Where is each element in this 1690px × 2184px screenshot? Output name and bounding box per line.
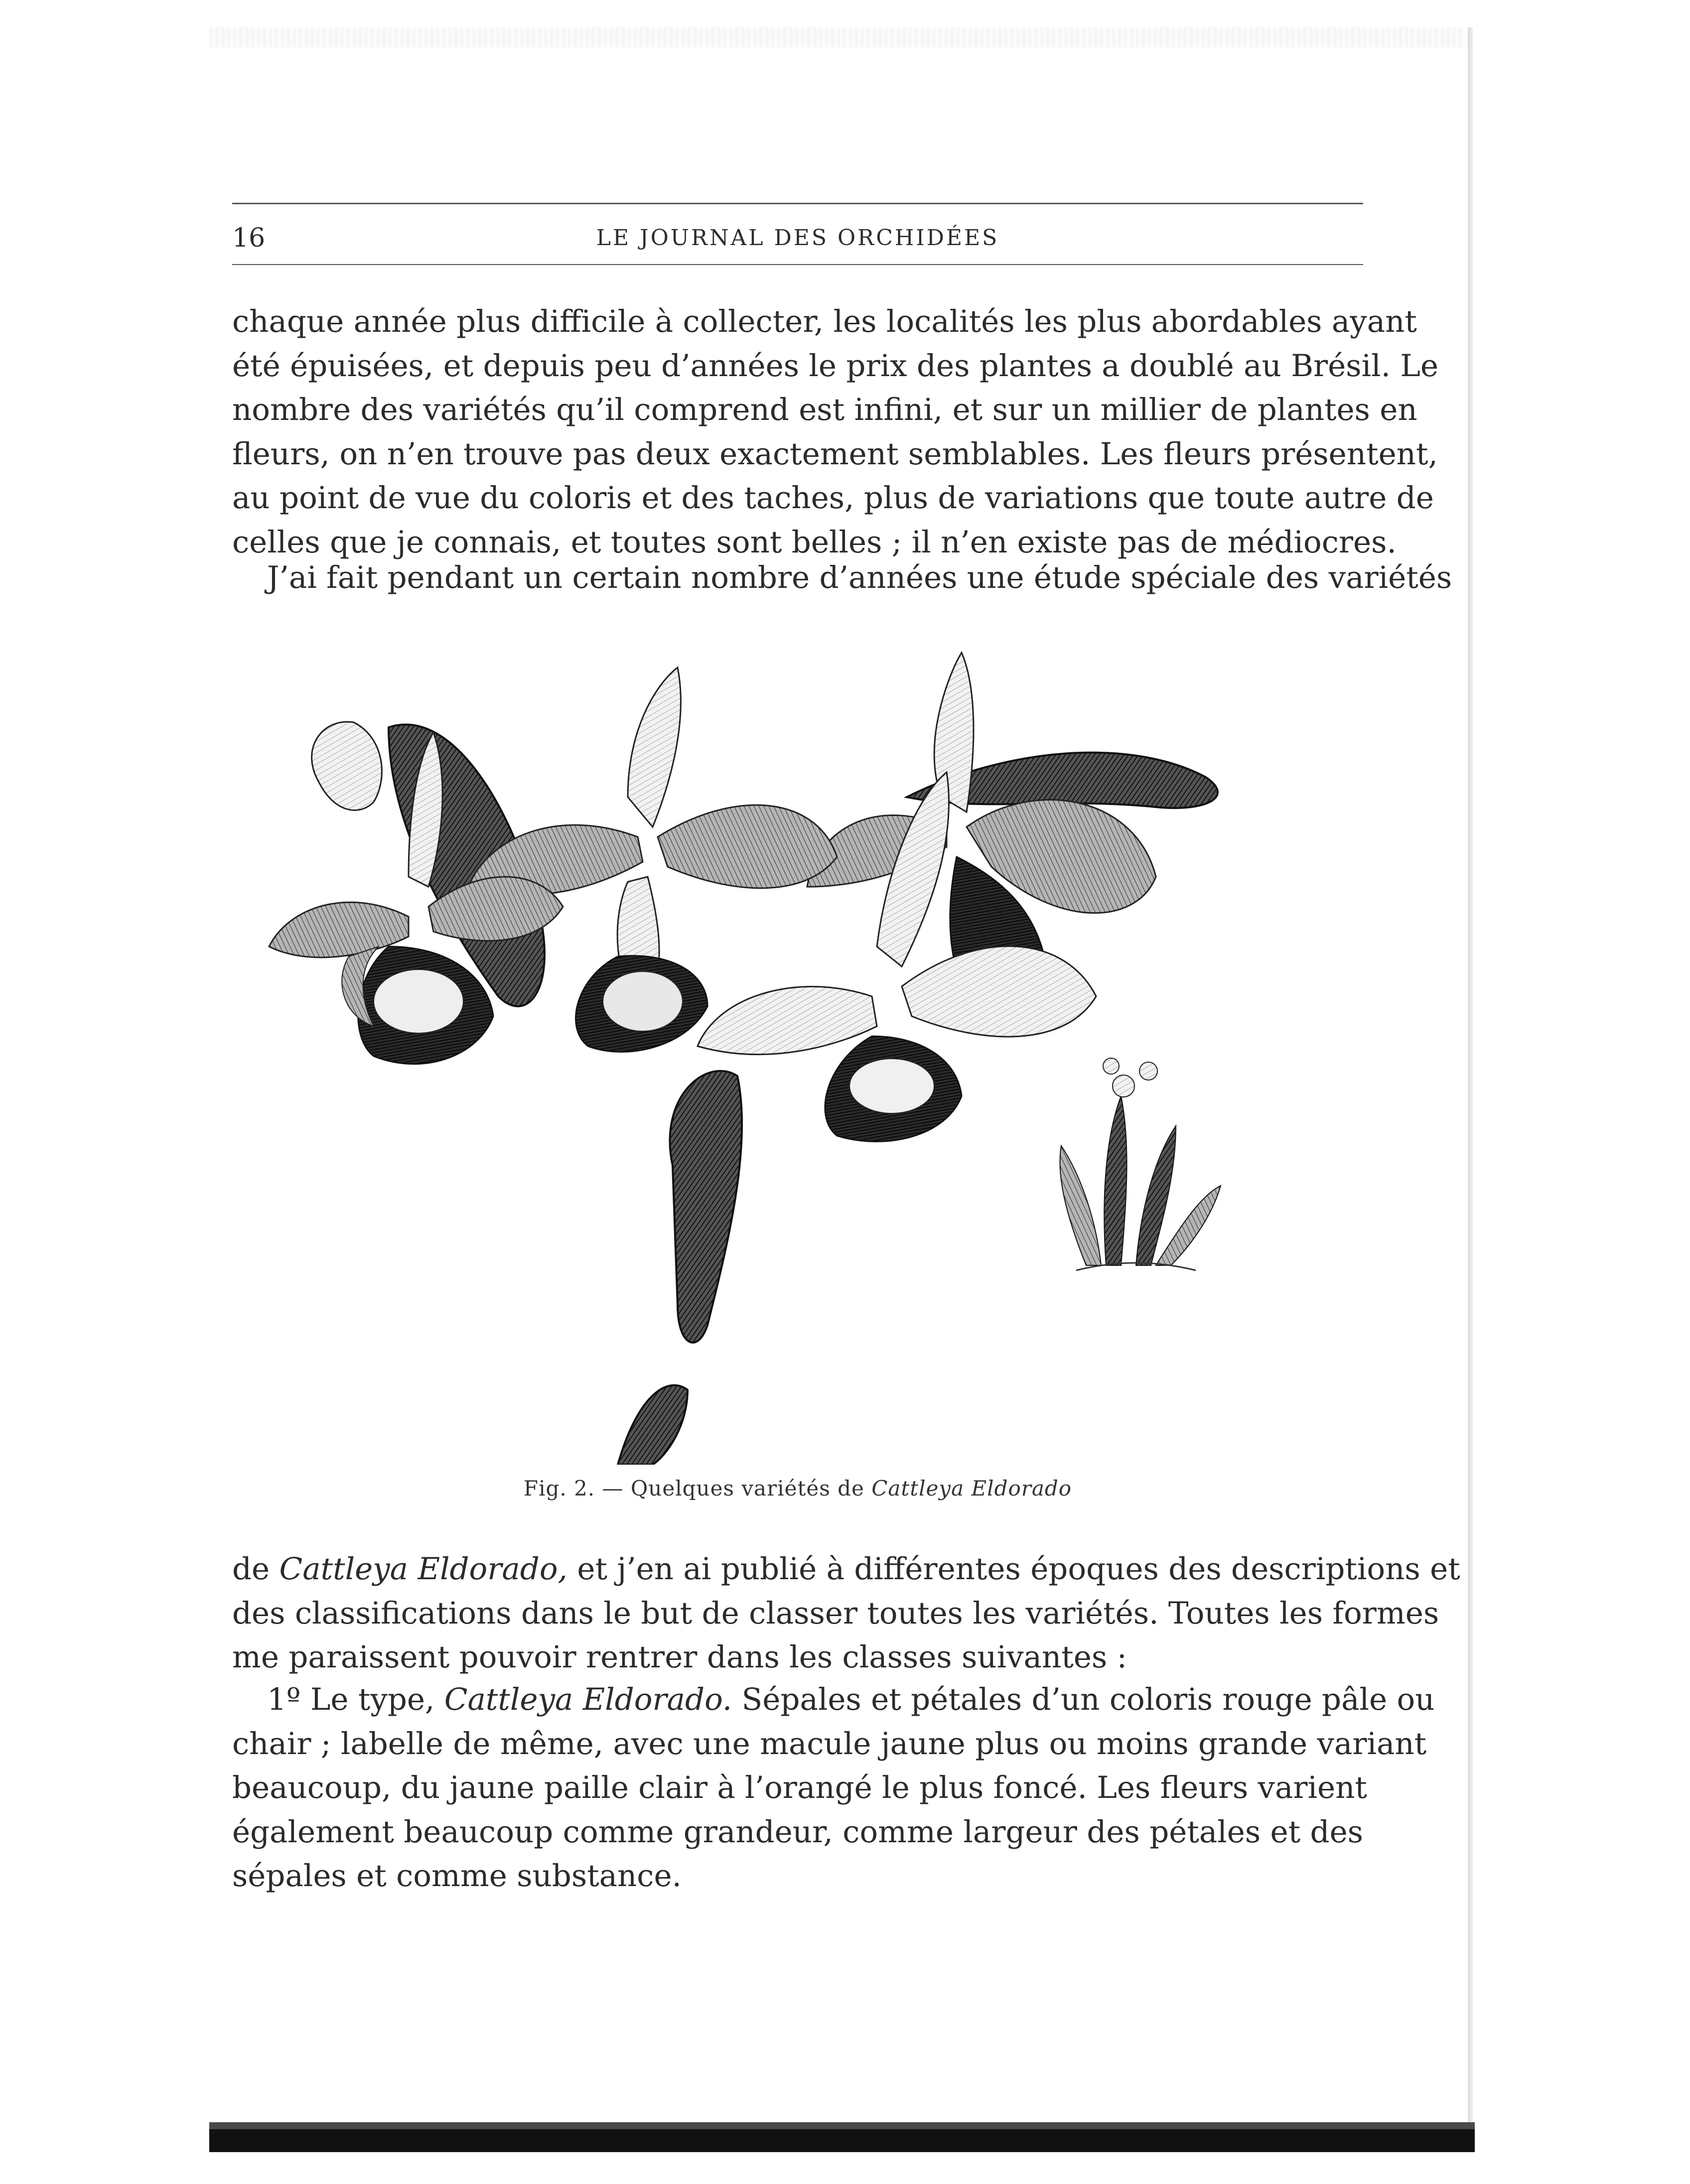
caption-prefix: Fig. 2. — Quelques variétés de [523,1476,872,1501]
cattleya-engraving-illustration [259,648,1345,1465]
text-line: des classifications dans le but de classer toutes les variétés. Toutes les formes [232,1595,1439,1631]
running-head [232,218,1363,258]
scan-edge-bar [209,2122,1475,2152]
header-rule-bottom [232,264,1363,265]
paragraph-continuation [232,300,1438,564]
text-fragment: et j’en ai publié à différentes époques des descriptions et [567,1551,1460,1587]
header-rule-top [232,203,1363,204]
text-line: J’ai fait pendant un certain nombre d’années une étude spéciale des variétés [267,560,1452,595]
species-name: Cattleya Eldorado. [444,1682,732,1717]
orchid-engraving [259,648,1345,1465]
text-line: celles que je connais, et toutes sont belles ; il n’en existe pas de médiocres. [232,524,1397,560]
text-fragment: de [232,1551,280,1587]
species-name: Cattleya Eldorado, [279,1551,567,1587]
text-line: au point de vue du coloris et des taches, plus de variations que toute autre de [232,480,1434,516]
page-number: 16 [232,223,266,253]
caption-species: Cattleya Eldorado [871,1476,1072,1501]
text-fragment: Sépales et pétales d’un coloris rouge pâle ou [732,1682,1435,1717]
paragraph-varieties-intro [232,556,1452,600]
paragraph-type-description [232,1678,1435,1899]
journal-title: LE JOURNAL DES ORCHIDÉES [596,225,999,251]
page-edge-shadow [1468,27,1473,2150]
text-line: sépales et comme substance. [232,1858,682,1894]
text-line [232,1547,1460,1592]
text-line: beaucoup, du jaune paille clair à l’orangé le plus foncé. Les fleurs varient [232,1770,1367,1805]
text-line [232,1678,1435,1722]
text-fragment: 1º Le type, [267,1682,444,1717]
text-line: nombre des variétés qu’il comprend est infini, et sur un millier de plantes en [232,392,1417,427]
text-line: fleurs, on n’en trouve pas deux exactement semblables. Les fleurs présentent, [232,436,1438,472]
text-line: chair ; labelle de même, avec une macule jaune plus ou moins grande variant [232,1726,1427,1762]
text-line: également beaucoup comme grandeur, comme largeur des pétales et des [232,1814,1363,1850]
text-line: me paraissent pouvoir rentrer dans les classes suivantes : [232,1639,1127,1675]
text-line: chaque année plus difficile à collecter, les localités les plus abordables ayant [232,304,1417,339]
text-line: été épuisées, et depuis peu d’années le prix des plantes a doublé au Brésil. Le [232,348,1438,384]
paragraph-classification [232,1547,1460,1680]
show-through-bleed [209,27,1465,47]
figure-caption [232,1474,1363,1503]
